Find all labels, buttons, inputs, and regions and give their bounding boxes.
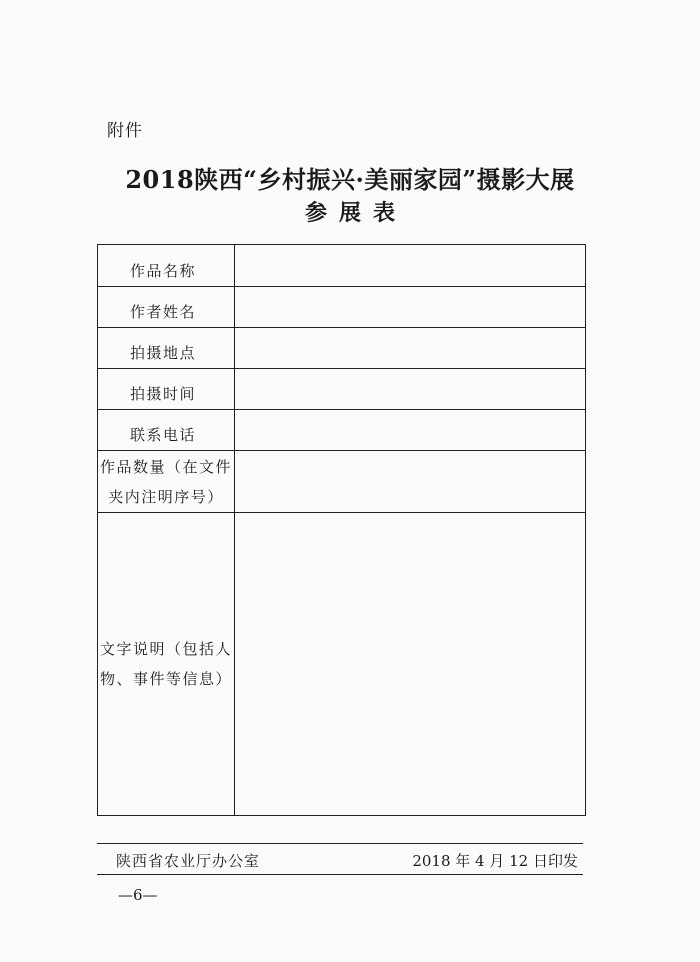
form-label-shooting-time: 拍摄时间 xyxy=(130,385,197,403)
form-label-work-title: 作品名称 xyxy=(130,261,197,280)
form-row-quantity xyxy=(98,451,586,513)
form-label-cell xyxy=(98,410,235,451)
form-label-cell xyxy=(98,245,235,287)
form-input-phone[interactable] xyxy=(235,410,586,451)
form-input-shooting-time[interactable] xyxy=(235,369,586,410)
form-label-quantity-line2: 夹内注明序号） xyxy=(108,487,224,506)
document-subtitle: 参展表 xyxy=(304,200,407,226)
form-input-shooting-location[interactable] xyxy=(235,328,586,369)
form-label-description-line2: 物、事件等信息） xyxy=(99,670,232,688)
form-row-phone xyxy=(98,410,586,451)
footer-date: 2018 年 4 月 12 日印发 xyxy=(412,852,578,870)
form-row-location xyxy=(98,328,586,369)
form-label-author-name: 作者姓名 xyxy=(130,303,197,321)
form-row-description xyxy=(98,513,586,816)
form-label-shooting-location: 拍摄地点 xyxy=(130,344,197,362)
form-label-cell xyxy=(98,451,235,513)
form-label-cell xyxy=(98,287,235,328)
form-row-author xyxy=(98,287,586,328)
form-input-author-name[interactable] xyxy=(235,287,586,328)
form-label-cell xyxy=(98,513,235,816)
form-row-time xyxy=(98,369,586,410)
footer-issuer: 陕西省农业厅办公室 xyxy=(116,852,261,870)
footer-top-rule xyxy=(97,843,583,844)
form-input-work-title[interactable] xyxy=(235,245,586,287)
form-input-description[interactable] xyxy=(235,513,586,816)
document-title: 2018陕西“乡村振兴·美丽家园”摄影大展 xyxy=(125,165,575,194)
footer-bottom-rule xyxy=(97,874,583,875)
form-label-quantity-line1: 作品数量（在文件 xyxy=(99,457,232,476)
form-row-title xyxy=(98,245,586,287)
entry-form-table xyxy=(97,244,586,816)
form-label-cell xyxy=(98,328,235,369)
form-label-cell xyxy=(98,369,235,410)
page-number: —6— xyxy=(118,886,158,904)
form-label-description-line1: 文字说明（包括人 xyxy=(99,640,232,658)
attachment-label: 附件 xyxy=(107,121,143,141)
form-label-phone: 联系电话 xyxy=(130,426,197,444)
form-input-quantity[interactable] xyxy=(235,451,586,513)
